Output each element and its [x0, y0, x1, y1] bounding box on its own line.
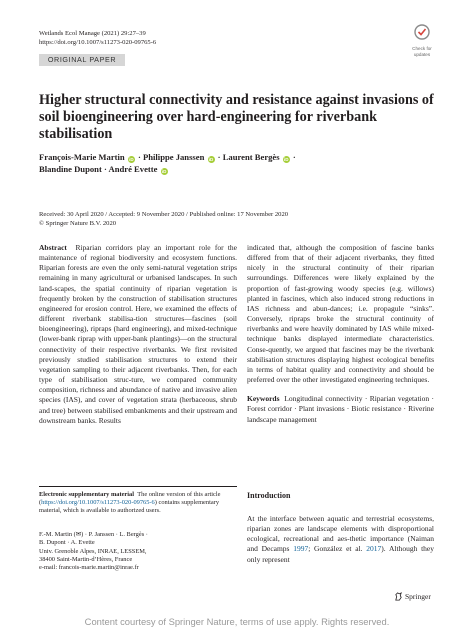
author-list: [39, 151, 439, 175]
abstract-text-left: Riparian corridors play an important role for the maintenance of regional biodiversity and ecosystem functions. Riparian forests are even the only semi-natural vegetation strips remaining in many agricultural or urbanised landscapes. In such land-scapes, the spatial continuity of riparian vegetation is frequently broken by the construction of stabilisation structures engineered for erosion control. Here, we examined the effects of different riverbank stabilisa-tion structures—fascines (soil bioengineering), ripraps (hard engineering), and mixed-technique (lower-bank riprap with upper-bank plantings)—on the structural connectivity of their respective riverbanks. We first revisited previously studied stabilisation structures to extend their vegetation sampling to their adjacent riverbanks. Then, for each type of stabilisation struc-ture, we compared community composition, richness and abundance of native and invasive alien species (IAS), and cover of vegetation strata (herbaceous, shrub and tree) between stabilised embankments and their upstream and downstream banks. Results: [39, 243, 237, 425]
author-separator: ·: [215, 152, 223, 162]
affiliation-line: F.-M. Martin (✉) · P. Janssen · L. Bergès ·: [39, 531, 148, 538]
author-name[interactable]: Blandine Dupont: [39, 164, 102, 174]
author-separator: ·: [135, 152, 143, 162]
springer-horse-icon: [394, 592, 403, 601]
keywords-block: [247, 394, 434, 424]
check-label-1: Check for: [412, 46, 432, 51]
journal-citation: Wetlands Ecol Manage (2021) 29:27–39: [39, 30, 146, 37]
check-for-updates-badge[interactable]: [408, 24, 436, 57]
orcid-icon[interactable]: iD: [161, 168, 167, 174]
footnote-divider: [39, 486, 237, 487]
supplementary-text-b: ) contains supplementary material, which is available to authorized users.: [39, 499, 220, 515]
article-type-badge: ORIGINAL PAPER: [39, 54, 125, 66]
date-history: Received: 30 April 2020 / Accepted: 9 November 2020 / Published online: 17 November 2020: [39, 211, 289, 218]
author-name[interactable]: Laurent Bergès: [222, 152, 280, 162]
keywords-text: Longitudinal connectivity · Riparian vegetation · Forest corridor · Plant invasions · Biotic resistance · Riverine landscape management: [247, 394, 434, 424]
publisher-logo: [394, 592, 431, 601]
author-affiliation: [39, 531, 237, 572]
author-name[interactable]: Philippe Janssen: [143, 152, 205, 162]
author-name[interactable]: François-Marie Martin: [39, 152, 125, 162]
check-for-updates-icon: [414, 24, 430, 40]
abstract-left-column: [39, 243, 237, 426]
abstract-label: Abstract: [39, 243, 67, 252]
check-label-2: updates: [413, 52, 431, 57]
affiliation-line: Univ. Grenoble Alpes, INRAE, LESSEM,: [39, 547, 147, 555]
affiliation-line: 38400 Saint-Martin-d’Hères, France: [39, 555, 133, 563]
citation-link[interactable]: 2017: [366, 544, 382, 554]
abstract-text-right: indicated that, although the composition of fascine banks differed from that of their adjacent riverbanks, they fitted nicely in the structural continuity of their riparian surroundings. Differences were likely explained by the proportion of fast-growing woody species (e.g. willows) planted in fascines, which also induced strong reductions in IAS richness and abun-dances; i.e. propagule “sinks”. Conversely, ripraps broke the structural continuity of riverbanks and were heavily dominated by IAS while mixed-technique banks displayed intermediate characteristics. Conse-quently, we argued that fascines may be the riverbank stabilisation structures displaying highest ecological benefits in terms of habitat quality and connectivity and should be preferred over the other investigated engineering techniques.: [247, 243, 434, 385]
doi-link[interactable]: https://doi.org/10.1007/s11273-020-09765-6: [39, 39, 157, 46]
publisher-name: Springer: [405, 592, 431, 601]
abstract-right-column: [247, 243, 434, 425]
keywords-label: Keywords: [247, 394, 280, 404]
supplementary-note: [39, 491, 237, 516]
intro-text-a: At the interface between aquatic and terrestrial ecosystems, riparian zones are landscape elements with disproportional ecological, recreational and aes-thetic importance (Naiman and Decamps: [247, 514, 434, 554]
author-name[interactable]: André Evette: [108, 164, 158, 174]
copyright-line: © Springer Nature B.V. 2020: [39, 220, 117, 227]
supplementary-label: Electronic supplementary material: [39, 491, 135, 498]
supplementary-text-a: The online version of this article (: [39, 491, 221, 507]
courtesy-footer: Content courtesy of Springer Nature, terms of use apply. Rights reserved.: [84, 616, 390, 627]
publication-dates: [39, 210, 439, 228]
intro-text-b: ; González et al.: [308, 544, 367, 554]
citation-link[interactable]: 1997: [293, 544, 309, 554]
affiliation-email[interactable]: e-mail: francois-marie.martin@inrae.fr: [39, 564, 139, 571]
orcid-icon[interactable]: iD: [208, 156, 214, 162]
introduction-text: [247, 514, 434, 565]
journal-header: [39, 29, 156, 47]
author-separator: ·: [290, 152, 296, 162]
author-separator: ·: [101, 164, 109, 174]
intro-text-c: ). Although they only represent: [247, 544, 434, 564]
author-line-2: [39, 163, 439, 175]
introduction-heading: Introduction: [247, 491, 291, 500]
article-title: Higher structural connectivity and resistance against invasions of soil bioengineering over hard-engineering for riverbank stabilisation: [39, 92, 434, 142]
affiliation-line: B. Dupont · A. Evette: [39, 539, 95, 547]
orcid-icon[interactable]: iD: [129, 156, 134, 162]
orcid-icon[interactable]: iD: [284, 156, 289, 162]
supplementary-link[interactable]: https://doi.org/10.1007/s11273-020-09765-6: [41, 499, 155, 507]
author-line-1: [39, 151, 439, 163]
